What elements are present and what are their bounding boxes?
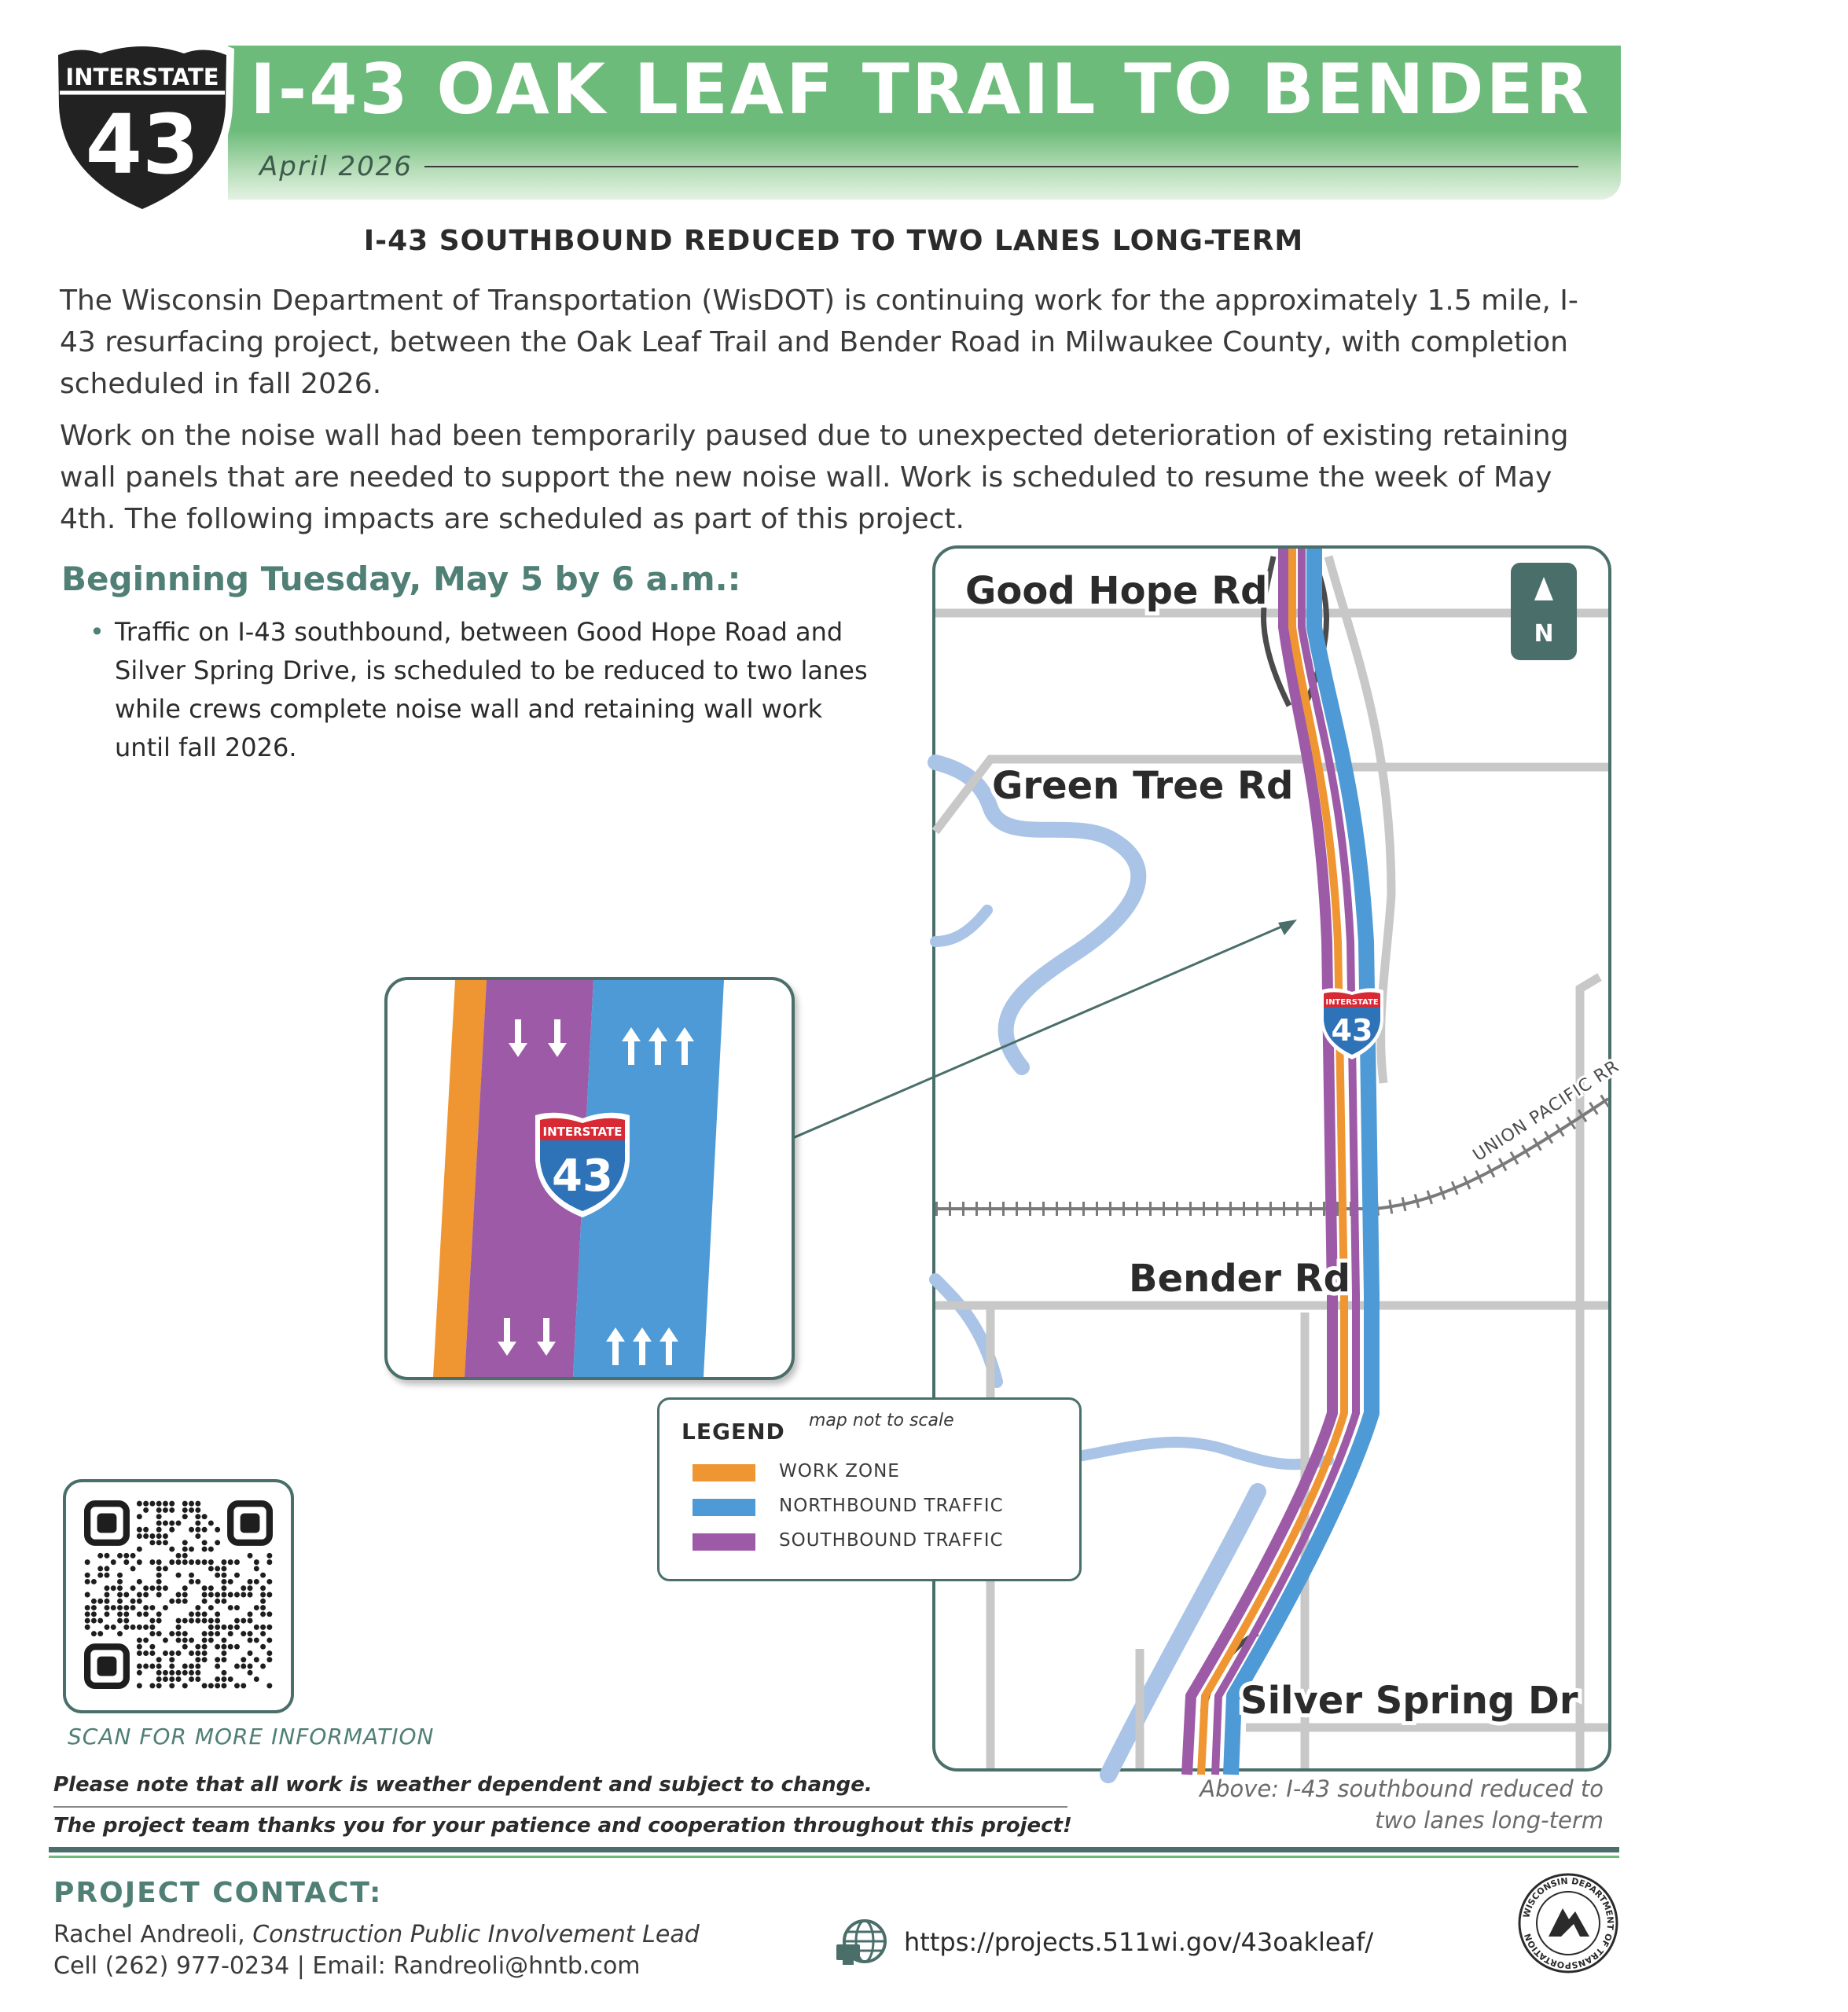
shield-number: 43 [85, 97, 200, 193]
road-label-silver-spring: Silver Spring Dr [1240, 1679, 1578, 1723]
legend-label-southbound: SOUTHBOUND TRAFFIC [779, 1530, 1004, 1551]
legend-swatch-northbound [693, 1499, 755, 1516]
globe-computer-icon [835, 1918, 891, 1968]
contact-heading: PROJECT CONTACT: [53, 1877, 383, 1909]
subheading: I-43 SOUTHBOUND REDUCED TO TWO LANES LONG-TERM [363, 225, 1304, 257]
inset-callout-arrow-icon [778, 912, 1313, 1147]
map-caption [1085, 1773, 1604, 1836]
notes-divider [53, 1806, 1067, 1808]
map-caption-line-1: Above: I-43 southbound reduced to [1200, 1775, 1604, 1802]
impact-heading: Beginning Tuesday, May 5 by 6 a.m.: [61, 560, 741, 598]
legend-title: LEGEND [682, 1419, 785, 1445]
qr-code[interactable] [84, 1500, 273, 1689]
weather-disclaimer: Please note that all work is weather dependent and subject to change. [53, 1773, 873, 1797]
page-title: I-43 OAK LEAF TRAIL TO BENDER ROAD [250, 49, 1848, 130]
date-divider [424, 166, 1578, 167]
legend-scale-note: map not to scale [809, 1411, 954, 1430]
lane-configuration-inset [384, 977, 795, 1380]
wisdot-logo-icon [1517, 1872, 1619, 1974]
impact-bullet-text: Traffic on I-43 southbound, between Good Hope Road and Silver Spring Drive, is scheduled to be reduced to two lanes while crews complete noise wall and retaining wall work until fall 2026. [115, 617, 868, 762]
map-legend [657, 1397, 1082, 1581]
map-caption-line-2: two lanes long-term [1375, 1807, 1604, 1834]
contact-role: Construction Public Involvement Lead [252, 1921, 700, 1948]
footer-divider-accent [49, 1856, 1619, 1858]
legend-swatch-work-zone [693, 1464, 755, 1481]
north-label: N [1534, 620, 1554, 648]
svg-text:43: 43 [552, 1151, 613, 1202]
contact-phone-email[interactable]: Cell (262) 977-0234 | Email: Randreoli@hntb.com [53, 1952, 641, 1980]
qr-caption: SCAN FOR MORE INFORMATION [68, 1724, 435, 1749]
project-website-link[interactable]: https://projects.511wi.gov/43oakleaf/ [904, 1927, 1374, 1957]
legend-label-work-zone: WORK ZONE [779, 1461, 900, 1481]
road-label-green-tree: Green Tree Rd [992, 764, 1294, 808]
north-arrow-icon [1511, 563, 1577, 660]
intro-paragraph: The Wisconsin Department of Transportation (WisDOT) is continuing work for the approximately 1.5 mile, I-43 resurfacing project, between the Oak Leaf Trail and Bender Road in Milwaukee County, with completion scheduled in fall 2026. [60, 285, 1578, 400]
road-label-bender: Bender Rd [1129, 1257, 1350, 1301]
legend-label-northbound: NORTHBOUND TRAFFIC [779, 1496, 1004, 1516]
footer-divider [49, 1847, 1619, 1852]
issue-date: April 2026 [259, 151, 413, 182]
contact-name: Rachel Andreoli, [53, 1921, 245, 1948]
road-label-good-hope: Good Hope Rd [965, 569, 1268, 613]
railroad-label: UNION PACIFIC RR [1469, 1056, 1623, 1166]
shield-top-text: INTERSTATE [65, 64, 219, 90]
lane-diagram [388, 980, 792, 1377]
map-canvas [935, 549, 1623, 1768]
impact-bullet [91, 613, 877, 767]
thanks-note: The project team thanks you for your patience and cooperation throughout this project! [53, 1814, 1072, 1838]
project-map [932, 545, 1623, 1772]
svg-text:INTERSTATE: INTERSTATE [542, 1125, 623, 1139]
bullet-dot: • [90, 617, 105, 647]
status-paragraph: Work on the noise wall had been temporarily paused due to unexpected deterioration of existing retaining wall panels that are needed to support the new noise wall. Work is scheduled to resume the week of May 4th. The following impacts are scheduled as part of this project. [60, 420, 1569, 535]
contact-name-line [53, 1921, 700, 1948]
svg-text:43: 43 [1331, 1013, 1373, 1048]
svg-text:INTERSTATE: INTERSTATE [1325, 998, 1379, 1007]
legend-swatch-southbound [693, 1533, 755, 1551]
interstate-43-shield-icon [44, 31, 241, 220]
logo-text: WISCONSIN DEPARTMENT OF TRANSPORTATION [1521, 1875, 1616, 1971]
qr-code-card[interactable] [63, 1479, 294, 1713]
